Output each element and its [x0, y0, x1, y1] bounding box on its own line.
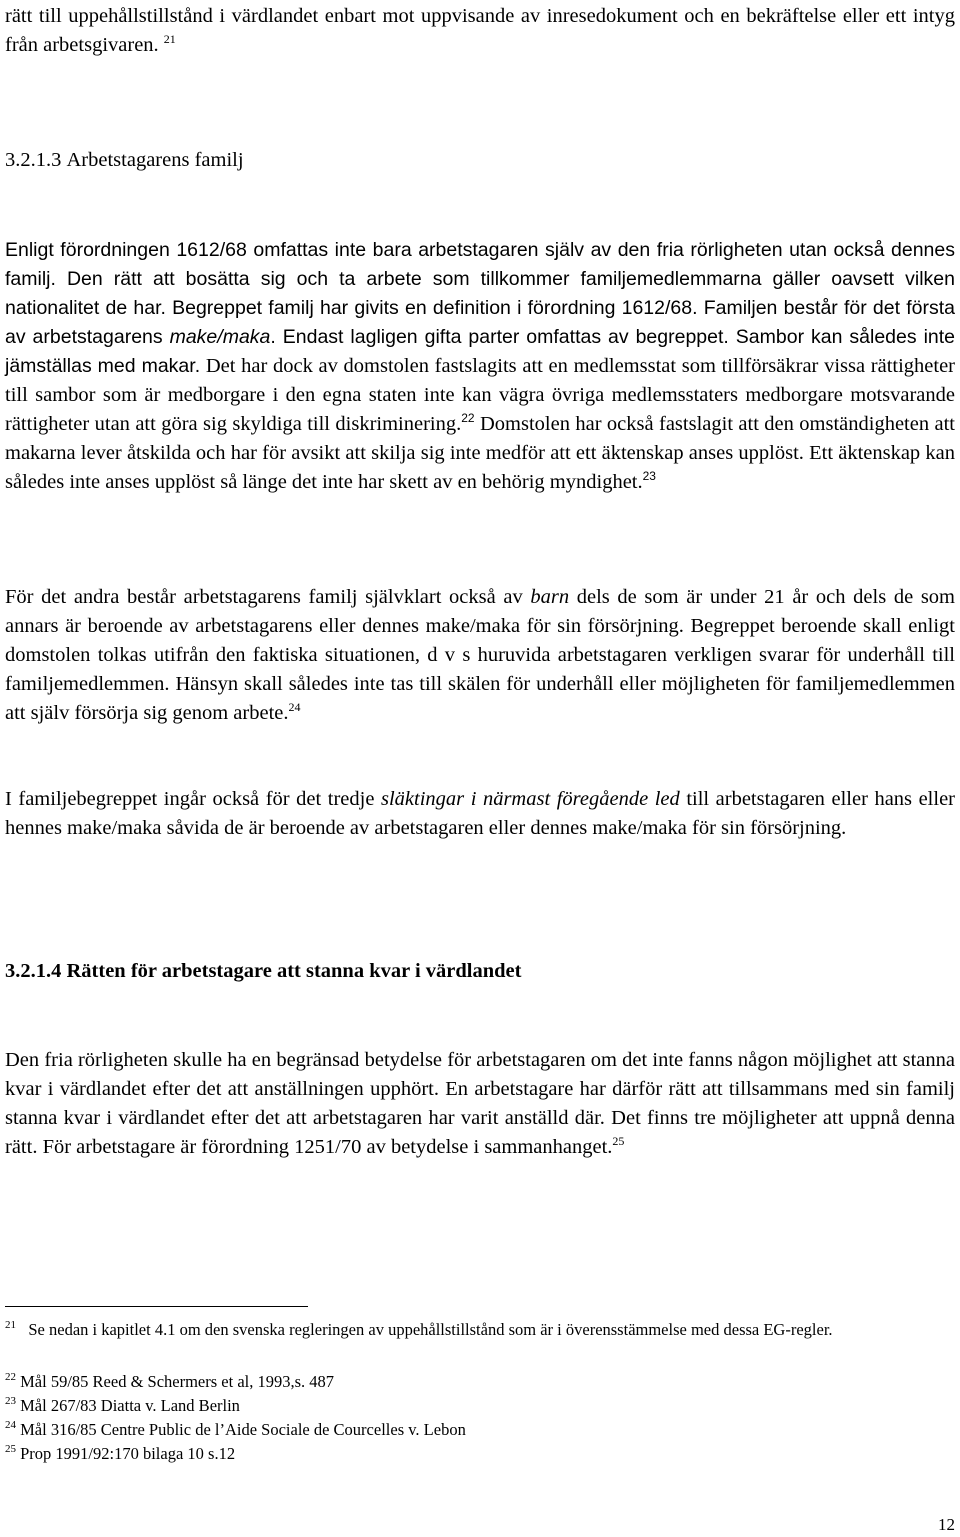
section-title: Rätten för arbetstagare att stanna kvar i värdlandet — [66, 960, 522, 982]
footnote-22: $^{22}$ Mål 59/85 Reed & Schermers et al, 1993,s. 487 — [5, 1371, 335, 1391]
footnote-number: 25 — [5, 1443, 16, 1455]
footnote-ref-24: 24 — [288, 700, 301, 714]
section-title: Arbetstagarens familj — [66, 149, 244, 171]
footnote-ref-23: 23 — [642, 469, 656, 483]
section-number: 3.2.1.4 — [5, 960, 62, 982]
section-heading-3-2-1-4 — [5, 957, 521, 986]
footnote-21: $^{21}$ Se nedan i kapitlet 4.1 om den svenska regleringen av uppehållstillstånd som är i överensstämmelse med dessa EG-regler. — [5, 1319, 833, 1339]
footnote-ref-25: 25 — [612, 1134, 625, 1148]
paragraph-top: rätt till uppehållstillstånd i värdlandet enbart mot uppvisande av inresedokument och en bekräftelse eller ett intyg från arbetsgivaren. $^{21}$ — [5, 5, 955, 56]
footnote-25: $^{25}$ Prop 1991/92:170 bilaga 10 s.12 — [5, 1443, 236, 1463]
footnote-number: 24 — [5, 1419, 16, 1431]
paragraph-relatives: I familjebegreppet ingår också för det tredje släktingar i närmast föregående led till arbetstagaren eller hans eller hennes make/maka såvida de är beroende av arbetstagaren eller dennes make/maka för sin försörjning. — [5, 788, 955, 839]
section-number: 3.2.1.3 — [5, 149, 62, 171]
footnote-24: $^{24}$ Mål 316/85 Centre Public de l’Aide Sociale de Courcelles v. Lebon — [5, 1419, 466, 1439]
emphasis-barn: barn — [530, 586, 570, 608]
footnote-number: 22 — [5, 1371, 16, 1383]
footnote-23: $^{23}$ Mål 267/83 Diatta v. Land Berlin — [5, 1395, 240, 1415]
footnote-ref-21: 21 — [163, 32, 176, 46]
paragraph-right-to-remain: Den fria rörligheten skulle ha en begränsad betydelse för arbetstagaren om det inte fanns någon möjlighet att stanna kvar i värdlandet efter det att anställningen upphört. En arbetstagare har därför rätt att tillsammans med sin familj stanna kvar i värdlandet efter det att arbetstagaren har varit anställd där. Det finns tre möjligheter att uppnå denna rätt. För arbetstagare är förordning 1251/70 av betydelse i sammanhanget.$^{25}$ — [5, 1049, 955, 1158]
paragraph-family-definition: Enligt förordningen 1612/68 omfattas inte bara arbetstagaren själv av den fria rörligheten utan också dennes familj. Den rätt att bosätta sig och ta arbete som tillkommer familjemedlemmarna gäller oavsett vilken nationalitet de har. Begreppet familj har givits en definition i förordning 1612/68. Familjen består för det första av arbetstagarens make/maka. Endast lagligen gifta parter omfattas av begreppet. Sambor kan således inte jämställas med makar. Det har dock av domstolen fastslagits att en medlemsstat som tillförsäkrar vissa rättigheter till sambor som är medborgare i den egna staten inte kan vägra övriga medlemsstaters medborgare motsvarande rättigheter utan att göra sig skyldiga till diskriminering.$^{22}$ Domstolen har också fastslagit att den omständigheten att makarna lever åtskilda och har för avsikt att skilja sig inte medför att ett äktenskap anses upplöst. Ett äktenskap kan således inte anses upplöst så länge det inte har skett av en behörig myndighet.$^{23}$ — [5, 239, 956, 493]
page-number: 12 — [938, 1515, 955, 1534]
emphasis-make-maka: make/maka — [169, 326, 271, 348]
paragraph-children: För det andra består arbetstagarens familj självklart också av barn dels de som är under 21 år och dels de som annars är beroende av arbetstagarens eller dennes make/maka för sin försörjning. Begreppet beroende skall enligt domstolen tolkas utifrån den faktiska situationen, d v s huruvida arbetstagaren verkligen svarar för underhåll till familjemedlemmen. Hänsyn skall således inte tas till skälen för underhåll eller möjligheten för familjemedlemmen att själv försörja sig genom arbete.$^{24}$ — [5, 586, 955, 724]
emphasis-relatives: släktingar i närmast föregående led — [381, 788, 680, 810]
footnote-number: 23 — [5, 1395, 16, 1407]
footnote-ref-22: 22 — [461, 411, 475, 425]
section-heading-3-2-1-3 — [5, 146, 244, 175]
footnote-number: 21 — [5, 1319, 16, 1331]
footnote-separator — [5, 1306, 308, 1307]
